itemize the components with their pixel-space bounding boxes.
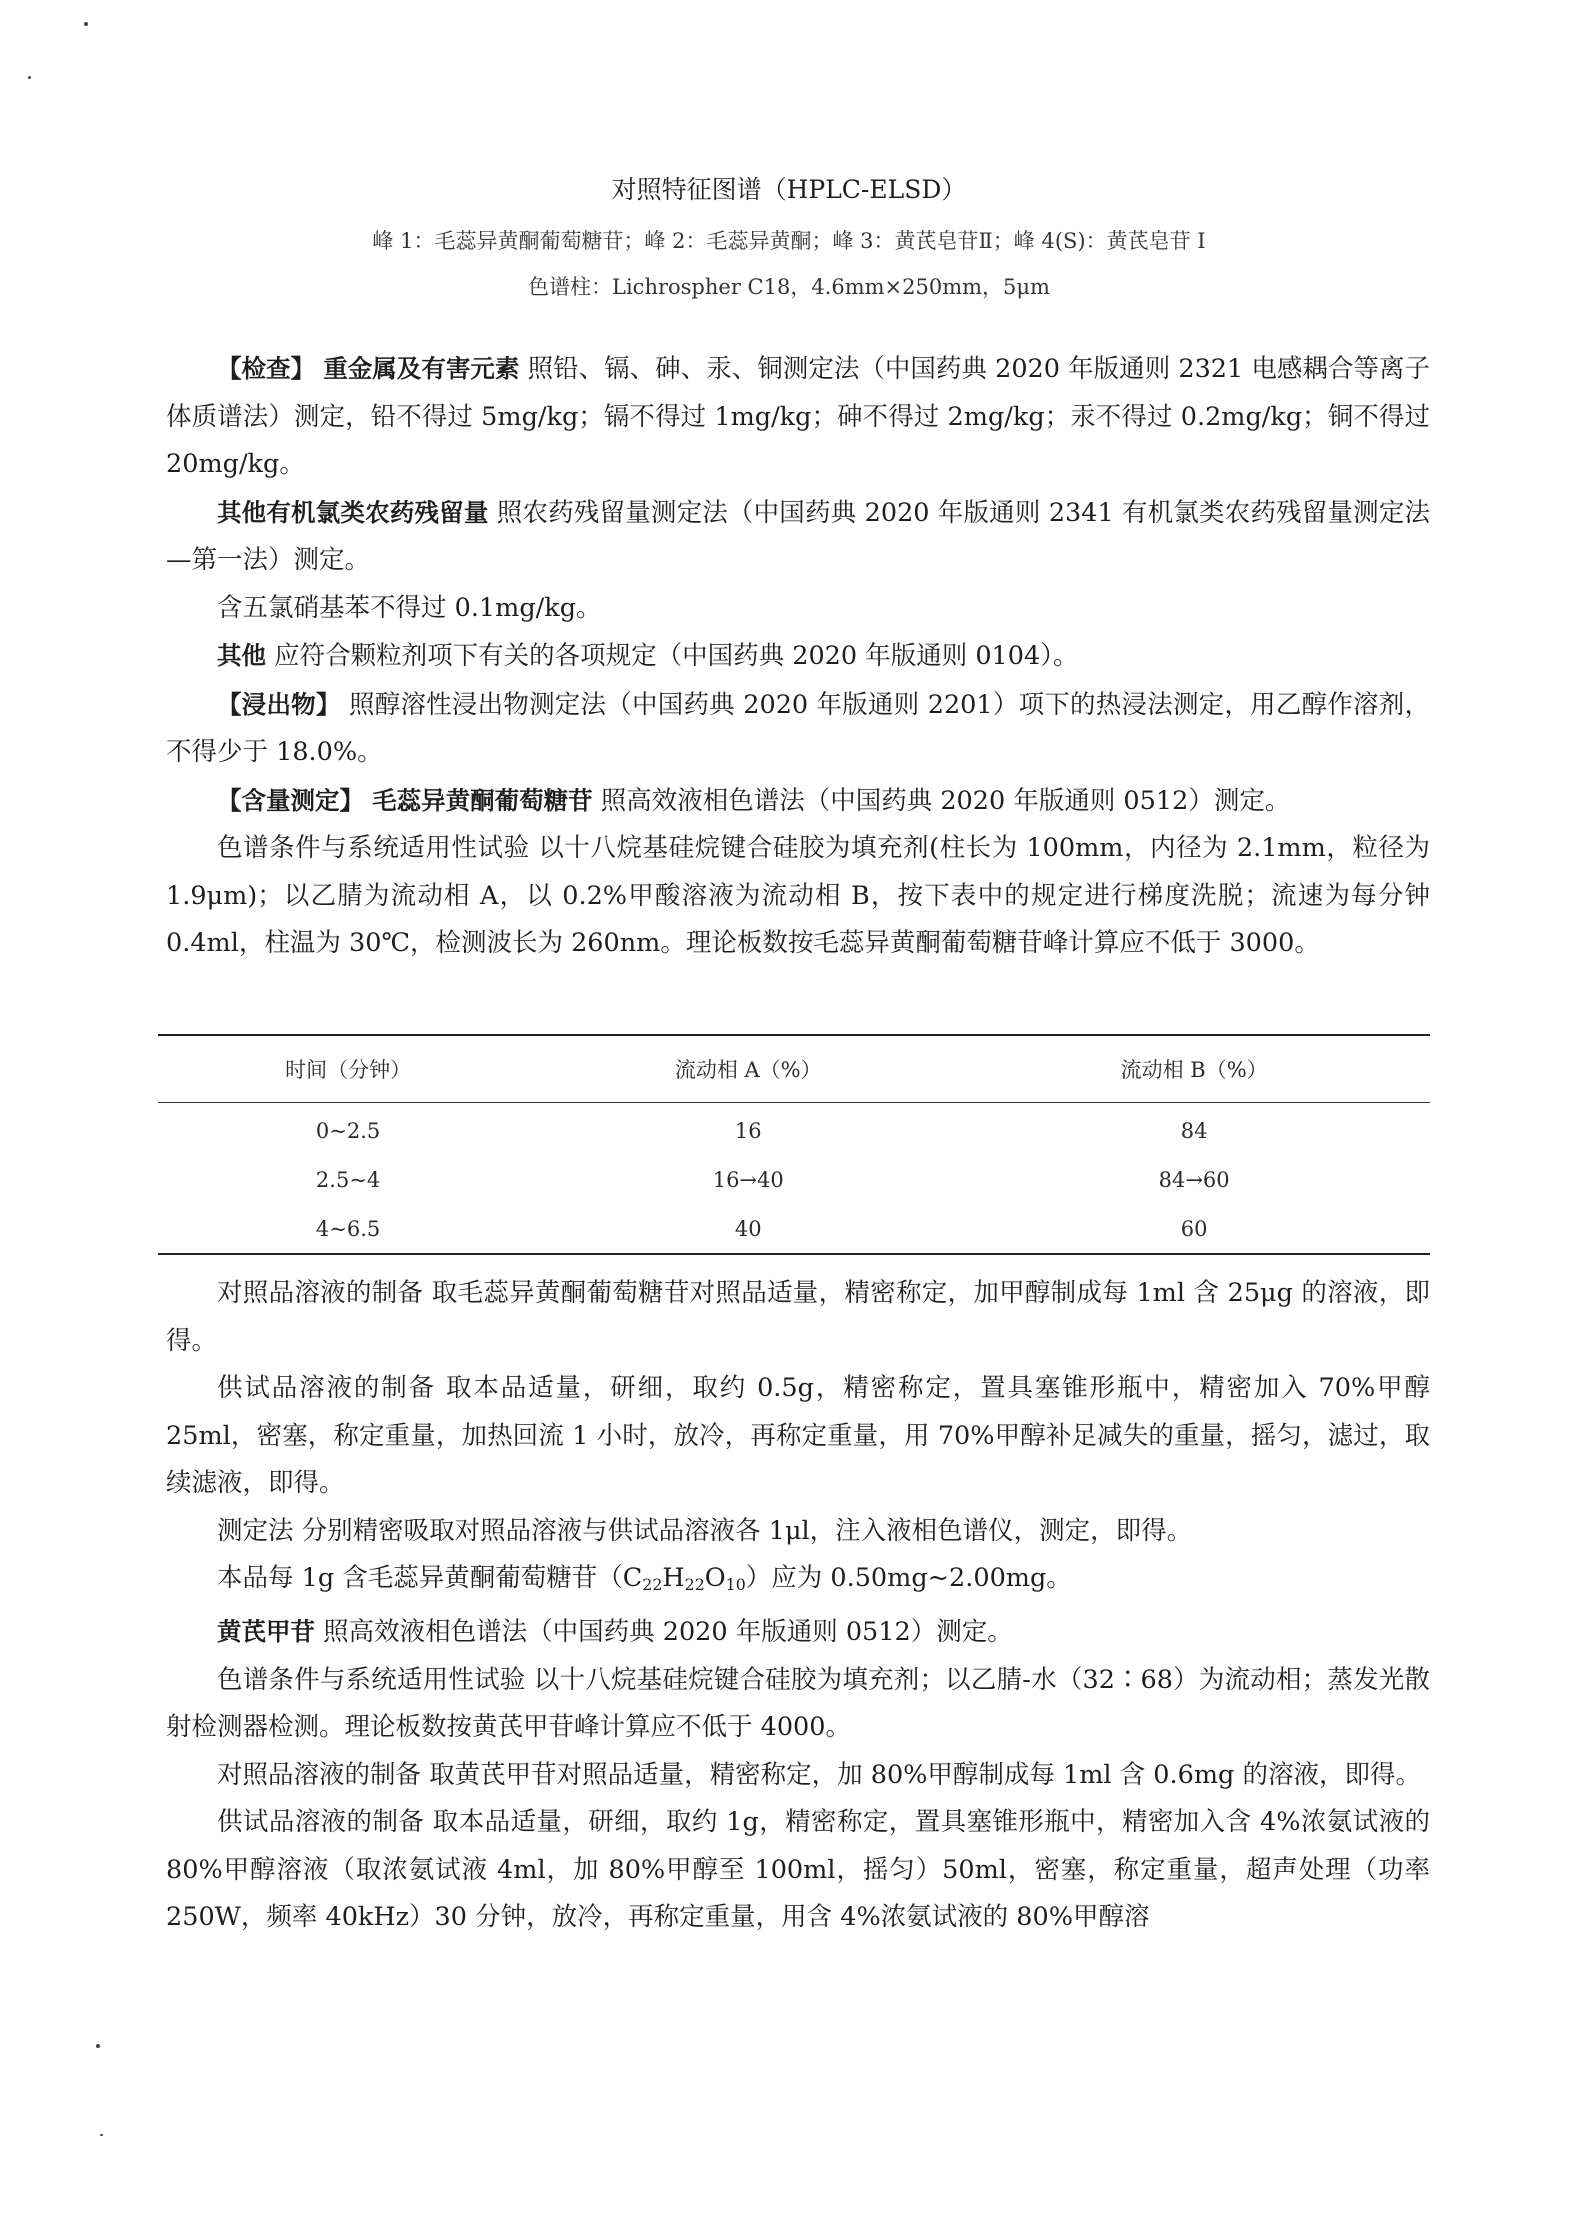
table-cell: 16→40 <box>712 1167 784 1192</box>
paragraph-content-limit <box>166 1555 1430 1608</box>
table-cell: 2.5~4 <box>315 1167 381 1192</box>
table-cell: 84→60 <box>1158 1167 1230 1192</box>
conditions2-text: 以十八烷基硅烷键合硅胶为填充剂；以乙腈-水（32∶68）为流动相；蒸发光散射检测器检测。理论板数按黄芪甲苷峰计算应不低于 4000。 <box>166 1664 1430 1743</box>
paragraph-pesticide <box>166 489 1430 585</box>
paragraph-extract <box>166 681 1430 777</box>
extract-text: 照醇溶性浸出物测定法（中国药典 2020 年版通则 2201）项下的热浸法测定，用乙醇作溶剂，不得少于 18.0%。 <box>166 689 1430 767</box>
section-lower <box>166 1270 1430 1942</box>
ref2-text: 取黄芪甲苷对照品适量，精密称定，加 80%甲醇制成每 1ml 含 0.6mg 的溶液，即得。 <box>429 1759 1421 1790</box>
formula-o-sub: 10 <box>725 1574 746 1594</box>
figure-column-caption: 色谱柱：Lichrospher C18，4.6mm×250mm，5μm <box>528 275 1050 299</box>
table-cell: 0~2.5 <box>315 1118 381 1143</box>
other-label: 其他 <box>217 641 266 670</box>
paragraph-other <box>166 632 1430 681</box>
section-label-extract: 【浸出物】 <box>217 689 341 719</box>
formula-h-sub: 22 <box>684 1574 705 1594</box>
paragraph-ref2 <box>166 1752 1430 1800</box>
compound1-label: 毛蕊异黄酮葡萄糖苷 <box>372 785 593 815</box>
test1-label: 供试品溶液的制备 <box>217 1373 436 1403</box>
table-cell: 40 <box>734 1216 762 1241</box>
ref2-label: 对照品溶液的制备 <box>217 1759 422 1790</box>
section-label-check: 【检查】 <box>217 354 316 383</box>
content-text-post: ）应为 0.50mg~2.00mg。 <box>745 1563 1072 1593</box>
section-upper <box>166 345 1430 968</box>
table-row <box>158 1103 1430 1156</box>
compound2-text: 照高效液相色谱法（中国药典 2020 年版通则 0512）测定。 <box>323 1617 1013 1648</box>
paragraph-conditions2 <box>166 1657 1430 1752</box>
other-text: 应符合颗粒剂项下有关的各项规定（中国药典 2020 年版通则 0104）。 <box>274 641 1079 671</box>
table-header-phase-b: 流动相 B（%） <box>958 1035 1430 1103</box>
heavy-metals-text: 照铅、镉、砷、汞、铜测定法（中国药典 2020 年版通则 2321 电感耦合等离子体质谱法）测定，铅不得过 5mg/kg；镉不得过 1mg/kg；砷不得过 2mg/kg；汞不得过 0.2mg/kg；铜不得过 20mg/kg。 <box>166 354 1431 479</box>
content-text-pre: 本品每 1g 含毛蕊异黄酮葡萄糖苷（C <box>217 1563 643 1593</box>
table-header-phase-a: 流动相 A（%） <box>538 1035 958 1103</box>
method1-text: 分别精密吸取对照品溶液与供试品溶液各 1μl，注入液相色谱仪，测定，即得。 <box>301 1515 1193 1546</box>
conditions-label: 色谱条件与系统适用性试验 <box>217 833 530 863</box>
scan-speck <box>84 22 88 26</box>
scan-speck <box>28 76 31 79</box>
pesticide-label: 其他有机氯类农药残留量 <box>217 497 489 527</box>
paragraph-heavy-metals <box>166 345 1430 489</box>
ref1-text: 取毛蕊异黄酮葡萄糖苷对照品适量，精密称定，加甲醇制成每 1ml 含 25μg 的溶液，即得。 <box>166 1278 1430 1356</box>
table-cell: 4~6.5 <box>315 1216 381 1241</box>
table-cell: 84 <box>1180 1118 1208 1143</box>
gradient-table <box>158 1034 1430 1255</box>
paragraph-conditions <box>166 825 1430 968</box>
paragraph-test2 <box>166 1799 1430 1942</box>
table-cell: 16 <box>734 1118 762 1143</box>
table-row <box>158 1204 1430 1254</box>
test2-label: 供试品溶液的制备 <box>217 1807 425 1838</box>
paragraph-assay <box>166 777 1430 826</box>
figure-title: 对照特征图谱（HPLC-ELSD） <box>611 175 967 204</box>
table-header-time: 时间（分钟） <box>158 1035 538 1103</box>
section-label-assay: 【含量测定】 <box>217 785 364 815</box>
figure-peaks-caption: 峰 1：毛蕊异黄酮葡萄糖苷；峰 2：毛蕊异黄酮；峰 3：黄芪皂苷Ⅱ；峰 4(S)：黄芪皂苷 I <box>372 229 1206 253</box>
paragraph-method1 <box>166 1508 1430 1556</box>
paragraph-test1 <box>166 1365 1430 1508</box>
paragraph-compound2 <box>166 1608 1430 1657</box>
scan-speck <box>100 2134 103 2136</box>
method1-label: 测定法 <box>217 1515 294 1546</box>
formula-h: H <box>662 1563 685 1593</box>
table-row <box>158 1155 1430 1204</box>
table-cell: 60 <box>1180 1216 1208 1241</box>
paragraph-ref1 <box>166 1270 1430 1365</box>
gradient-table-wrapper <box>158 1034 1430 1255</box>
test2-text: 取本品适量，研细，取约 1g，精密称定，置具塞锥形瓶中，精密加入含 4%浓氨试液的 80%甲醇溶液（取浓氨试液 4ml，加 80%甲醇至 100ml，摇匀）50ml，密塞，称定重量，超声处理（功率 250W，频率 40kHz）30 分钟，放冷，再称定重量，用含 4%浓氨试液的 80%甲醇溶 <box>166 1807 1430 1933</box>
compound1-text: 照高效液相色谱法（中国药典 2020 年版通则 0512）测定。 <box>600 785 1291 816</box>
formula-o: O <box>704 1563 726 1593</box>
test1-text: 取本品适量，研细，取约 0.5g，精密称定，置具塞锥形瓶中，精密加入 70%甲醇 25ml，密塞，称定重量，加热回流 1 小时，放冷，再称定重量，用 70%甲醇补足减失的重量，摇匀，滤过，取续滤液，即得。 <box>166 1373 1430 1498</box>
scan-speck <box>96 2044 100 2048</box>
table-header-row <box>158 1035 1430 1103</box>
formula-c-sub: 22 <box>642 1574 663 1594</box>
pesticide-text: 照农药残留量测定法（中国药典 2020 年版通则 2341 有机氯类农药残留量测定法—第一法）测定。 <box>166 497 1431 575</box>
conditions2-label: 色谱条件与系统适用性试验 <box>217 1664 526 1695</box>
compound2-label: 黄芪甲苷 <box>217 1617 315 1647</box>
conditions-text: 以十八烷基硅烷键合硅胶为填充剂(柱长为 100mm，内径为 2.1mm，粒径为 1.9μm)；以乙腈为流动相 A，以 0.2%甲酸溶液为流动相 B，按下表中的规定进行梯度洗脱；流速为每分钟 0.4ml，柱温为 30℃，检测波长为 260nm。理论板数按毛蕊异黄酮葡萄糖苷峰计算应不低于 3000。 <box>166 833 1431 958</box>
heavy-metals-label: 重金属及有害元素 <box>323 354 520 383</box>
ref1-label: 对照品溶液的制备 <box>217 1278 424 1308</box>
paragraph-pesticide-limit <box>166 585 1430 633</box>
pesticide-limit-text: 含五氯硝基苯不得过 0.1mg/kg。 <box>217 592 602 623</box>
